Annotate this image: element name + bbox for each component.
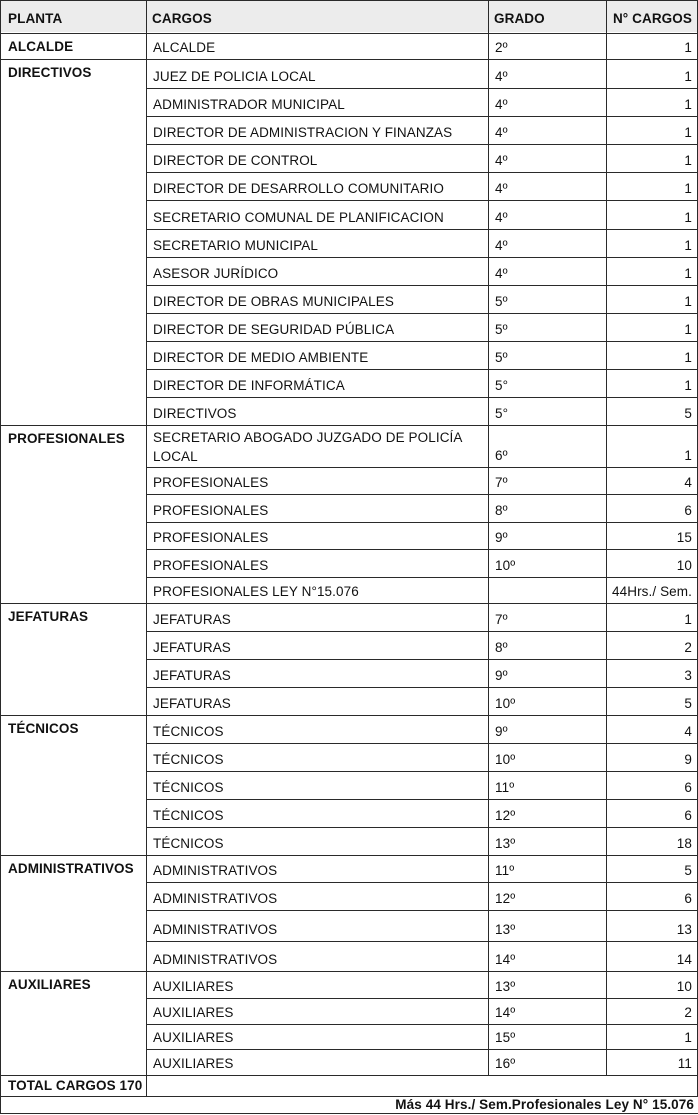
n-cargos-cell: 1 [684, 181, 692, 196]
cargo-cell: TÉCNICOS [153, 780, 224, 795]
cargo-cell: DIRECTOR DE INFORMÁTICA [153, 378, 345, 393]
cargo-cell: TÉCNICOS [153, 752, 224, 767]
grado-cell: 4º [495, 181, 508, 196]
n-cargos-cell: 6 [684, 891, 692, 906]
grado-cell: 14º [495, 1005, 516, 1020]
grado-cell: 15º [495, 1030, 516, 1045]
grado-cell: 10º [495, 558, 516, 573]
grado-cell: 13º [495, 836, 516, 851]
header-divider [0, 33, 698, 34]
grado-cell: 4º [495, 97, 508, 112]
row-divider [146, 522, 698, 523]
column-divider-cargos [488, 0, 489, 1075]
cargo-cell: PROFESIONALES [153, 503, 269, 518]
row-divider [146, 172, 698, 173]
cargo-cell: ADMINISTRATIVOS [153, 863, 278, 878]
cargo-cell: DIRECTOR DE OBRAS MUNICIPALES [153, 294, 394, 309]
row-divider [146, 827, 698, 828]
row-divider [146, 603, 698, 604]
grado-cell: 5º [495, 294, 508, 309]
cargo-cell: TÉCNICOS [153, 808, 224, 823]
row-divider [146, 971, 698, 972]
row-divider [146, 369, 698, 370]
cargo-cell: JEFATURAS [153, 696, 231, 711]
grado-cell: 9º [495, 668, 508, 683]
row-divider [146, 855, 698, 856]
cargo-cell: JUEZ DE POLICIA LOCAL [153, 69, 316, 84]
grado-cell: 12º [495, 891, 516, 906]
row-divider [146, 998, 698, 999]
grado-cell: 11º [495, 780, 515, 795]
n-cargos-cell: 1 [684, 69, 692, 84]
n-cargos-cell: 1 [684, 266, 692, 281]
section-divider [0, 603, 147, 604]
row-divider [146, 631, 698, 632]
n-cargos-cell: 6 [684, 780, 692, 795]
planta-label: AUXILIARES [8, 977, 91, 992]
n-cargos-cell: 1 [684, 322, 692, 337]
n-cargos-cell: 1 [684, 448, 692, 463]
cargo-cell: AUXILIARES [153, 1005, 234, 1020]
row-divider [146, 715, 698, 716]
planta-label: ADMINISTRATIVOS [8, 861, 134, 876]
cargo-cell: PROFESIONALES [153, 475, 269, 490]
n-cargos-cell: 11 [677, 1056, 692, 1071]
cargo-cell: JEFATURAS [153, 612, 231, 627]
row-divider [146, 941, 698, 942]
n-cargos-cell: 44Hrs./ Sem. [612, 584, 692, 599]
row-divider [146, 1049, 698, 1050]
row-divider [146, 467, 698, 468]
n-cargos-cell: 1 [684, 125, 692, 140]
n-cargos-cell: 14 [676, 952, 692, 967]
n-cargos-cell: 6 [684, 808, 692, 823]
header-planta: PLANTA [8, 11, 63, 26]
cargo-cell: DIRECTOR DE CONTROL [153, 153, 318, 168]
planta-label: JEFATURAS [8, 609, 89, 624]
grado-cell: 13º [495, 922, 516, 937]
cargo-cell: TÉCNICOS [153, 836, 224, 851]
table-header-band [0, 0, 698, 32]
n-cargos-cell: 1 [684, 153, 692, 168]
cargo-cell: ADMINISTRATIVOS [153, 891, 278, 906]
n-cargos-cell: 5 [684, 406, 692, 421]
row-divider [146, 771, 698, 772]
grado-cell: 13º [495, 979, 516, 994]
grado-cell: 7º [495, 475, 508, 490]
section-divider [0, 59, 147, 60]
header-cargos: CARGOS [152, 11, 212, 26]
section-divider [0, 425, 147, 426]
row-divider [146, 882, 698, 883]
column-divider-planta [146, 0, 147, 1096]
row-divider [146, 577, 698, 578]
grado-cell: 9º [495, 724, 508, 739]
n-cargos-cell: 4 [684, 475, 692, 490]
n-cargos-cell: 1 [684, 97, 692, 112]
row-divider [146, 1075, 698, 1076]
row-divider [146, 743, 698, 744]
header-grado: GRADO [494, 11, 545, 26]
grado-cell: 5° [495, 378, 509, 393]
grado-cell: 11º [495, 863, 515, 878]
cargo-cell: SECRETARIO COMUNAL DE PLANIFICACION [153, 210, 444, 225]
cargo-cell: DIRECTOR DE ADMINISTRACION Y FINANZAS [153, 125, 453, 140]
section-divider [0, 855, 147, 856]
n-cargos-cell: 1 [684, 612, 692, 627]
grado-cell: 4º [495, 125, 508, 140]
n-cargos-cell: 1 [684, 378, 692, 393]
n-cargos-cell: 9 [684, 752, 692, 767]
row-divider [146, 425, 698, 426]
cargo-cell: ADMINISTRATIVOS [153, 952, 278, 967]
cargo-cell: JEFATURAS [153, 668, 231, 683]
row-divider [146, 910, 698, 911]
table-left-border [0, 0, 1, 1113]
cargo-cell: TÉCNICOS [153, 724, 224, 739]
n-cargos-cell: 1 [684, 238, 692, 253]
grado-cell: 2º [495, 40, 508, 55]
cargo-cell: AUXILIARES [153, 1056, 234, 1071]
row-divider [146, 88, 698, 89]
table-bottom-border [0, 1113, 698, 1114]
cargo-cell: SECRETARIO MUNICIPAL [153, 238, 319, 253]
cargo-cell: PROFESIONALES LEY N°15.076 [153, 584, 359, 599]
cargo-cell: DIRECTIVOS [153, 406, 237, 421]
n-cargos-cell: 10 [676, 979, 692, 994]
row-divider [146, 257, 698, 258]
cargo-cell: DIRECTOR DE DESARROLLO COMUNITARIO [153, 181, 444, 196]
grado-cell: 4º [495, 153, 508, 168]
row-divider [146, 116, 698, 117]
n-cargos-cell: 3 [684, 668, 692, 683]
row-divider [146, 397, 698, 398]
grado-cell: 8º [495, 640, 508, 655]
planta-label: TÉCNICOS [8, 721, 79, 736]
n-cargos-cell: 1 [684, 1030, 692, 1045]
n-cargos-cell: 1 [684, 294, 692, 309]
header-n-cargos: N° CARGOS [612, 11, 692, 26]
grado-cell: 4º [495, 238, 508, 253]
grado-cell: 5° [495, 406, 509, 421]
grado-cell: 8º [495, 503, 508, 518]
n-cargos-cell: 1 [684, 210, 692, 225]
grado-cell: 10º [495, 752, 516, 767]
cargo-cell: DIRECTOR DE SEGURIDAD PÚBLICA [153, 322, 395, 337]
planta-label: PROFESIONALES [8, 431, 125, 446]
grado-cell: 9º [495, 530, 508, 545]
cargo-cell: AUXILIARES [153, 1030, 234, 1045]
grado-cell: 12º [495, 808, 516, 823]
planta-label: DIRECTIVOS [8, 65, 92, 80]
n-cargos-cell: 15 [676, 530, 692, 545]
cargo-cell: ASESOR JURÍDICO [153, 266, 279, 281]
row-divider [146, 144, 698, 145]
grado-cell: 16º [495, 1056, 516, 1071]
n-cargos-cell: 1 [684, 40, 692, 55]
n-cargos-cell: 6 [684, 503, 692, 518]
grado-cell: 5º [495, 322, 508, 337]
cargo-cell: PROFESIONALES [153, 558, 269, 573]
row-divider [146, 229, 698, 230]
n-cargos-cell: 13 [676, 922, 692, 937]
footnote: Más 44 Hrs./ Sem.Profesionales Ley N° 15.076 [395, 1097, 694, 1112]
cargo-cell: AUXILIARES [153, 979, 234, 994]
total-cargos: TOTAL CARGOS 170 [8, 1078, 143, 1093]
table-top-border [0, 0, 698, 1]
row-divider [146, 1024, 698, 1025]
n-cargos-cell: 18 [676, 836, 692, 851]
n-cargos-cell: 2 [684, 640, 692, 655]
cargo-cell: PROFESIONALES [153, 530, 269, 545]
n-cargos-cell: 4 [684, 724, 692, 739]
row-divider [146, 341, 698, 342]
grado-cell: 7º [495, 612, 508, 627]
cargo-cell: ALCALDE [153, 40, 216, 55]
section-divider [0, 715, 147, 716]
row-divider [146, 659, 698, 660]
grado-cell: 5º [495, 350, 508, 365]
section-divider [0, 971, 147, 972]
row-divider [146, 285, 698, 286]
grado-cell: 14º [495, 952, 516, 967]
grado-cell: 4º [495, 69, 508, 84]
row-divider [146, 313, 698, 314]
row-divider [146, 200, 698, 201]
row-divider [146, 494, 698, 495]
grado-cell: 4º [495, 266, 508, 281]
grado-cell: 4º [495, 210, 508, 225]
row-divider [146, 687, 698, 688]
n-cargos-cell: 10 [676, 558, 692, 573]
row-divider [146, 799, 698, 800]
row-divider [146, 549, 698, 550]
n-cargos-cell: 5 [684, 696, 692, 711]
cargo-cell: SECRETARIO ABOGADO JUZGADO DE POLICÍA LOCAL [153, 430, 462, 464]
cargo-cell: ADMINISTRADOR MUNICIPAL [153, 97, 345, 112]
cargo-cell: DIRECTOR DE MEDIO AMBIENTE [153, 350, 369, 365]
n-cargos-cell: 5 [684, 863, 692, 878]
grado-cell: 10º [495, 696, 516, 711]
cargo-cell: JEFATURAS [153, 640, 231, 655]
grado-cell: 6º [495, 448, 508, 463]
n-cargos-cell: 2 [684, 1005, 692, 1020]
n-cargos-cell: 1 [684, 350, 692, 365]
section-divider [0, 1075, 147, 1076]
cargo-cell: ADMINISTRATIVOS [153, 922, 278, 937]
row-divider [146, 59, 698, 60]
planta-label: ALCALDE [8, 39, 74, 54]
